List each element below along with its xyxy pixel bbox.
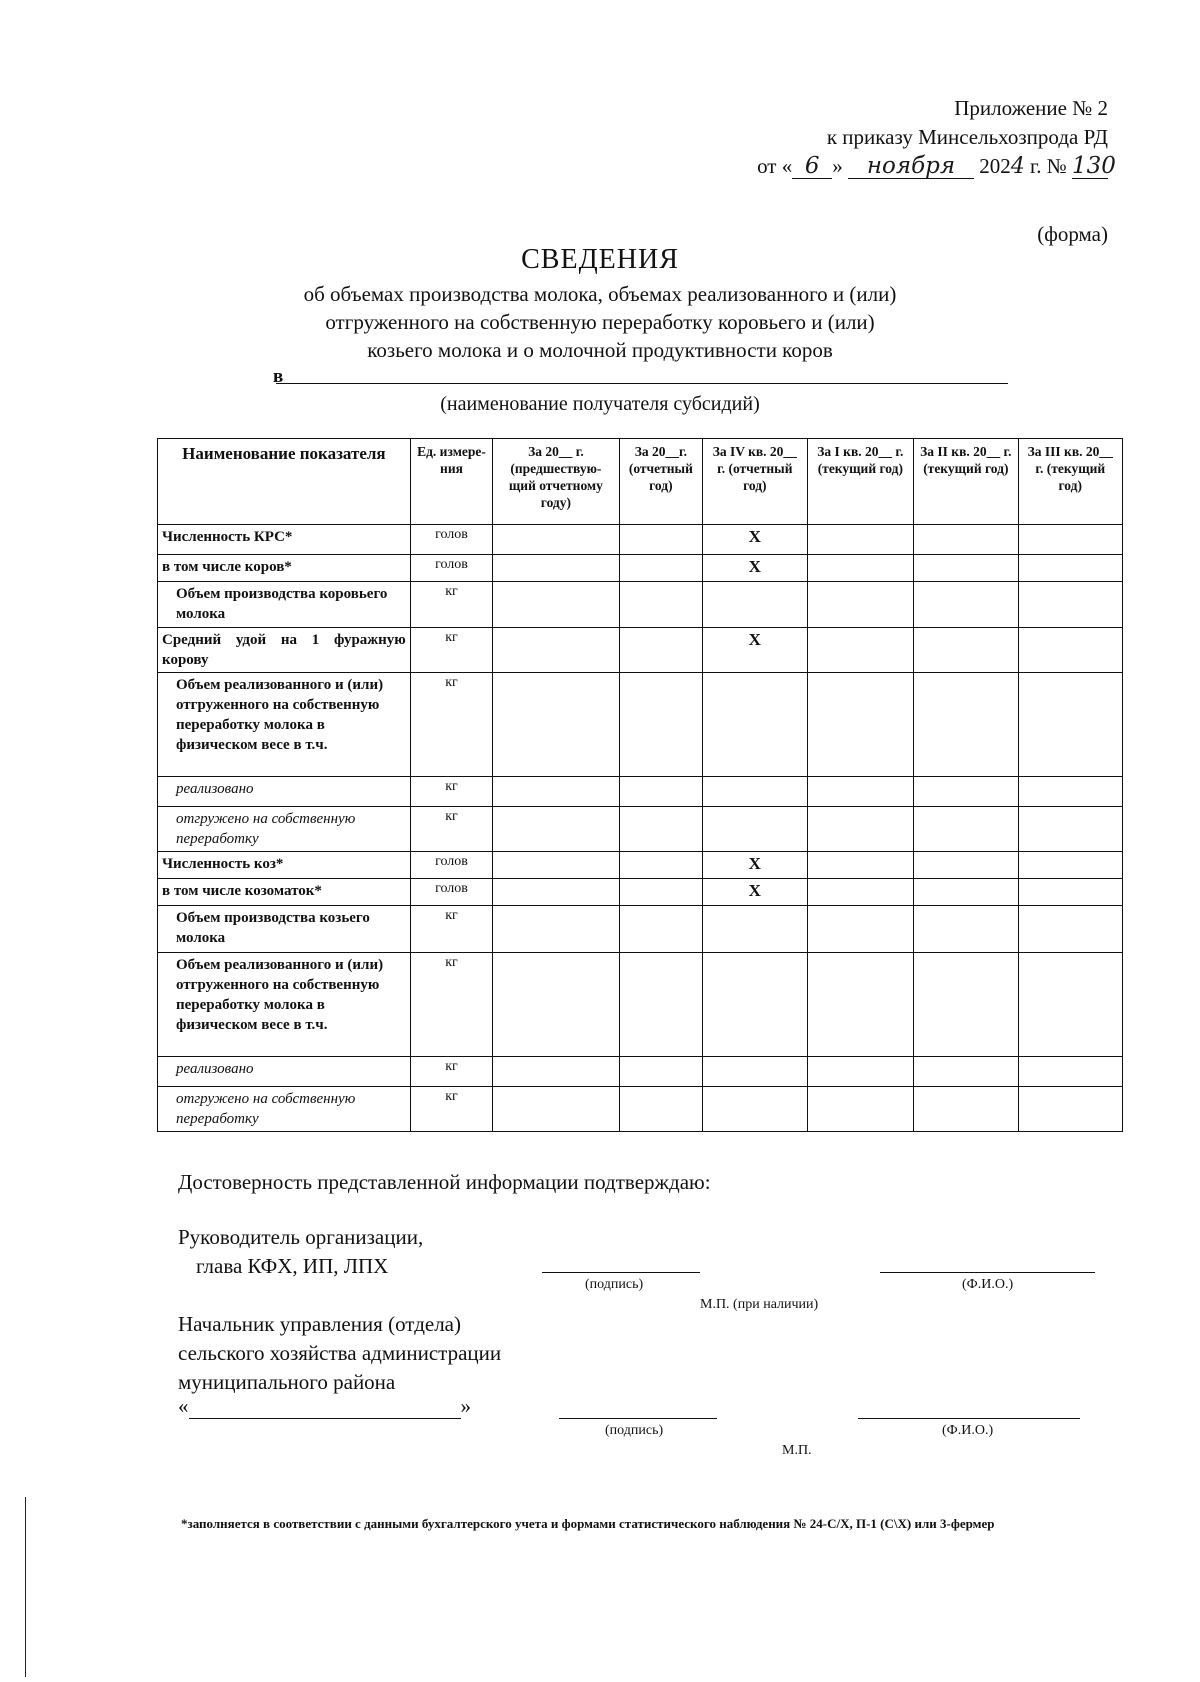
row-name: Объем реализованного и (или) отгруженного на собственную переработку молока в физическом весе в т.ч. xyxy=(158,673,411,777)
cell-q4[interactable]: X xyxy=(703,852,807,879)
handwritten-year-digit: 4 xyxy=(1010,154,1025,179)
cell-q3[interactable] xyxy=(1018,953,1122,1057)
quote-close: » xyxy=(460,1394,471,1418)
chief-label-line-3: муниципального района xyxy=(178,1370,396,1394)
head-label xyxy=(178,1223,423,1281)
handwritten-day: 6 xyxy=(792,154,832,179)
cell-q1[interactable] xyxy=(807,1087,914,1132)
appendix-number: Приложение № 2 xyxy=(954,96,1108,120)
cell-q1[interactable] xyxy=(807,807,914,852)
table-row xyxy=(158,879,1123,906)
cell-q1[interactable] xyxy=(807,1057,914,1087)
cell-q1[interactable] xyxy=(807,879,914,906)
row-unit: кг xyxy=(410,953,492,1057)
cell-q3[interactable] xyxy=(1018,525,1122,555)
cell-q2[interactable] xyxy=(914,628,1018,673)
cell-q4[interactable]: X xyxy=(703,555,807,582)
cell-report-year[interactable] xyxy=(619,906,703,953)
recipient-field[interactable] xyxy=(276,365,1008,384)
indicators-table xyxy=(157,438,1123,1132)
head-stamp-caption: М.П. (при наличии) xyxy=(700,1297,819,1312)
cell-prev-year[interactable] xyxy=(493,1087,619,1132)
cell-prev-year[interactable] xyxy=(493,525,619,555)
table-row xyxy=(158,525,1123,555)
row-name: Численность КРС* xyxy=(158,525,411,555)
cell-q2[interactable] xyxy=(914,525,1018,555)
row-unit: кг xyxy=(410,582,492,628)
row-name: Объем реализованного и (или) отгруженного на собственную переработку молока в физическом весе в т.ч. xyxy=(158,953,411,1057)
cell-report-year[interactable] xyxy=(619,673,703,777)
row-name: Объем производства козьего молока xyxy=(158,906,411,953)
cell-q3[interactable] xyxy=(1018,879,1122,906)
cell-report-year[interactable] xyxy=(619,1087,703,1132)
cell-report-year[interactable] xyxy=(619,525,703,555)
row-unit: кг xyxy=(410,777,492,807)
cell-q3[interactable] xyxy=(1018,628,1122,673)
cell-prev-year[interactable] xyxy=(493,673,619,777)
cell-q3[interactable] xyxy=(1018,777,1122,807)
row-unit: кг xyxy=(410,1057,492,1087)
cell-q2[interactable] xyxy=(914,807,1018,852)
head-label-line-2: глава КФХ, ИП, ЛПХ xyxy=(196,1254,389,1278)
cell-q1[interactable] xyxy=(807,628,914,673)
row-name: Средний удой на 1 фуражную корову xyxy=(158,628,411,673)
cell-prev-year[interactable] xyxy=(493,852,619,879)
cell-q1[interactable] xyxy=(807,555,914,582)
row-unit: кг xyxy=(410,673,492,777)
cell-report-year[interactable] xyxy=(619,582,703,628)
table-row xyxy=(158,628,1123,673)
cell-q2[interactable] xyxy=(914,879,1018,906)
cell-report-year[interactable] xyxy=(619,879,703,906)
cell-report-year[interactable] xyxy=(619,1057,703,1087)
cell-q3[interactable] xyxy=(1018,807,1122,852)
cell-prev-year[interactable] xyxy=(493,582,619,628)
cell-q4[interactable]: X xyxy=(703,628,807,673)
cell-q3[interactable] xyxy=(1018,1087,1122,1132)
cell-q2[interactable] xyxy=(914,906,1018,953)
chief-name-caption: (Ф.И.О.) xyxy=(942,1423,994,1438)
subtitle-line-1: об объемах производства молока, объемах реализованного и (или) xyxy=(303,282,897,306)
cell-q1[interactable] xyxy=(807,525,914,555)
cell-q3[interactable] xyxy=(1018,906,1122,953)
header-q3: За III кв. 20__ г. (текущий год) xyxy=(1018,439,1122,525)
date-mid: » xyxy=(832,154,848,178)
row-unit: кг xyxy=(410,628,492,673)
cell-report-year[interactable] xyxy=(619,777,703,807)
header-prev-year: За 20__ г. (предшествую-щий отчетному году) xyxy=(493,439,619,525)
header-unit: Ед. измере-ния xyxy=(410,439,492,525)
cell-q3[interactable] xyxy=(1018,673,1122,777)
footnote: *заполняется в соответствии с данными бухгалтерского учета и формами статистического наблюдения № 24-С/Х, П-1 (С\Х) или 3-фермер xyxy=(181,1516,995,1531)
row-unit: кг xyxy=(410,906,492,953)
chief-label-line-1: Начальник управления (отдела) xyxy=(178,1312,461,1336)
cell-q1[interactable] xyxy=(807,777,914,807)
date-prefix: от « xyxy=(757,154,793,178)
table-header-row xyxy=(158,439,1123,525)
row-name: в том числе коров* xyxy=(158,555,411,582)
cell-q4[interactable] xyxy=(703,582,807,628)
cell-prev-year[interactable] xyxy=(493,628,619,673)
cell-q4[interactable]: X xyxy=(703,879,807,906)
table-row xyxy=(158,953,1123,1057)
header-q2: За II кв. 20__ г. (текущий год) xyxy=(914,439,1018,525)
table-row xyxy=(158,852,1123,879)
handwritten-month: ноября xyxy=(848,154,974,179)
cell-q2[interactable] xyxy=(914,852,1018,879)
cell-q1[interactable] xyxy=(807,953,914,1057)
document-subtitle xyxy=(0,280,1200,364)
head-name-line[interactable] xyxy=(880,1272,1095,1273)
head-label-line-1: Руководитель организации, xyxy=(178,1225,424,1249)
chief-stamp-caption: М.П. xyxy=(782,1443,812,1458)
recipient-caption: (наименование получателя субсидий) xyxy=(440,393,760,415)
head-signature-caption: (подпись) xyxy=(585,1277,644,1292)
cell-q4[interactable] xyxy=(703,1057,807,1087)
cell-q4[interactable] xyxy=(703,1087,807,1132)
cell-q4[interactable] xyxy=(703,673,807,777)
table-row xyxy=(158,906,1123,953)
head-signature-line[interactable] xyxy=(542,1272,700,1273)
header-q4: За IV кв. 20__ г. (отчетный год) xyxy=(703,439,807,525)
row-name: реализовано xyxy=(158,777,411,807)
cell-q4[interactable] xyxy=(703,807,807,852)
cell-q2[interactable] xyxy=(914,777,1018,807)
cell-prev-year[interactable] xyxy=(493,953,619,1057)
cell-q2[interactable] xyxy=(914,1057,1018,1087)
recipient-prefix: в xyxy=(273,366,284,387)
table-row xyxy=(158,807,1123,852)
cell-q1[interactable] xyxy=(807,673,914,777)
chief-name-line[interactable] xyxy=(858,1418,1080,1419)
document-title: СВЕДЕНИЯ xyxy=(521,244,679,275)
header-q1: За I кв. 20__ г. (текущий год) xyxy=(807,439,914,525)
row-name: в том числе козоматок* xyxy=(158,879,411,906)
subtitle-line-2: отгруженного на собственную переработку коровьего и (или) xyxy=(325,310,875,334)
header-report-year: За 20__г. (отчетный год) xyxy=(619,439,703,525)
table-row xyxy=(158,582,1123,628)
cell-prev-year[interactable] xyxy=(493,777,619,807)
table-row xyxy=(158,1057,1123,1087)
handwritten-order-number: 130 xyxy=(1072,153,1116,179)
cell-prev-year[interactable] xyxy=(493,807,619,852)
cell-q4[interactable] xyxy=(703,777,807,807)
cell-prev-year[interactable] xyxy=(493,1057,619,1087)
confirmation-text: Достоверность представленной информации подтверждаю: xyxy=(178,1170,711,1194)
cell-q3[interactable] xyxy=(1018,1057,1122,1087)
table-row xyxy=(158,673,1123,777)
cell-q3[interactable] xyxy=(1018,582,1122,628)
row-name: реализовано xyxy=(158,1057,411,1087)
year-prefix: 202 xyxy=(979,154,1011,178)
cell-q2[interactable] xyxy=(914,555,1018,582)
row-name: отгружено на собственную переработку xyxy=(158,1087,411,1132)
row-name: Объем производства коровьего молока xyxy=(158,582,411,628)
cell-q2[interactable] xyxy=(914,953,1018,1057)
chief-label-line-2: сельского хозяйства администрации xyxy=(178,1341,502,1365)
chief-label xyxy=(178,1310,501,1397)
order-reference: к приказу Минсельхозпрода РД xyxy=(826,125,1108,149)
scan-margin-line xyxy=(25,1497,26,1677)
table-row xyxy=(158,777,1123,807)
cell-q1[interactable] xyxy=(807,852,914,879)
row-unit: кг xyxy=(410,1087,492,1132)
cell-report-year[interactable] xyxy=(619,953,703,1057)
cell-q2[interactable] xyxy=(914,1087,1018,1132)
row-name: Численность коз* xyxy=(158,852,411,879)
row-unit: голов xyxy=(410,852,492,879)
district-name-field[interactable] xyxy=(178,1394,471,1419)
cell-prev-year[interactable] xyxy=(493,555,619,582)
row-unit: голов xyxy=(410,525,492,555)
cell-q1[interactable] xyxy=(807,906,914,953)
row-unit: голов xyxy=(410,879,492,906)
table-row xyxy=(158,1087,1123,1132)
row-unit: кг xyxy=(410,807,492,852)
district-blank[interactable] xyxy=(189,1400,461,1419)
appendix-block xyxy=(757,94,1116,181)
order-date-line xyxy=(757,152,1116,181)
chief-signature-line[interactable] xyxy=(559,1418,717,1419)
cell-report-year[interactable] xyxy=(619,807,703,852)
cell-prev-year[interactable] xyxy=(493,906,619,953)
quote-open: « xyxy=(178,1394,189,1418)
head-name-caption: (Ф.И.О.) xyxy=(962,1277,1014,1292)
row-name: отгружено на собственную переработку xyxy=(158,807,411,852)
cell-report-year[interactable] xyxy=(619,555,703,582)
cell-q4[interactable] xyxy=(703,906,807,953)
cell-q3[interactable] xyxy=(1018,555,1122,582)
cell-q2[interactable] xyxy=(914,673,1018,777)
cell-q2[interactable] xyxy=(914,582,1018,628)
form-label: (форма) xyxy=(1037,222,1108,246)
table-row xyxy=(158,555,1123,582)
cell-q3[interactable] xyxy=(1018,852,1122,879)
cell-q1[interactable] xyxy=(807,582,914,628)
chief-signature-caption: (подпись) xyxy=(605,1423,664,1438)
cell-prev-year[interactable] xyxy=(493,879,619,906)
cell-q4[interactable] xyxy=(703,953,807,1057)
row-unit: голов xyxy=(410,555,492,582)
header-name: Наименование показателя xyxy=(158,439,411,525)
cell-q4[interactable]: X xyxy=(703,525,807,555)
number-prefix: г. № xyxy=(1029,154,1067,178)
cell-report-year[interactable] xyxy=(619,852,703,879)
subtitle-line-3: козьего молока и о молочной продуктивности коров xyxy=(367,338,833,362)
cell-report-year[interactable] xyxy=(619,628,703,673)
